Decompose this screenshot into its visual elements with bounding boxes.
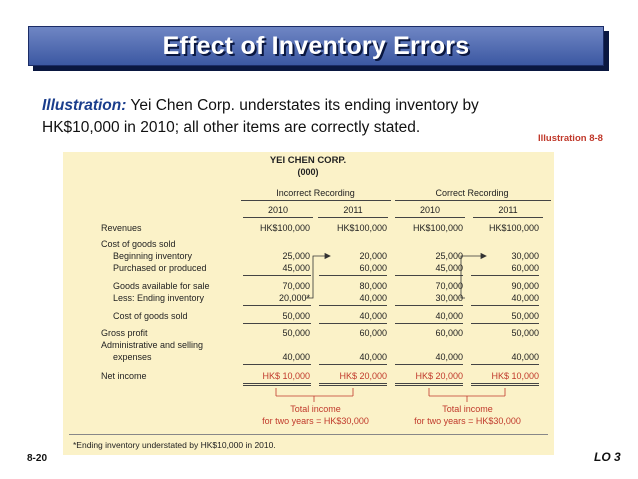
row-label: Less: Ending inventory: [113, 293, 205, 303]
total-bracket-correct: [429, 388, 505, 402]
net-income-cell: HK$ 20,000: [415, 371, 463, 381]
row-label: Beginning inventory: [113, 251, 193, 261]
group-incorrect: Incorrect Recording: [276, 188, 355, 198]
total-bracket-incorrect: [276, 388, 353, 402]
slide-number: 8-20: [27, 453, 48, 464]
cell: HK$100,000: [336, 223, 387, 233]
company-name: YEI CHEN CORP.: [269, 155, 347, 166]
intro-text-2: HK$10,000 in 2010; all other items are correctly stated.: [42, 119, 421, 136]
slide-title: Effect of Inventory Errors: [162, 31, 470, 60]
row-label: Purchased or produced: [113, 263, 207, 273]
cell: 60,000: [359, 263, 387, 273]
learning-objective: LO 3: [594, 450, 621, 464]
cell: 40,000: [359, 311, 387, 321]
cell: 60,000: [359, 328, 387, 338]
income-statement-panel: [63, 152, 554, 455]
net-income-cell: HK$ 10,000: [262, 371, 310, 381]
row-label: Administrative and selling: [101, 340, 204, 350]
group-correct: Correct Recording: [435, 188, 509, 198]
intro-line-1: [42, 93, 479, 119]
cell: HK$100,000: [412, 223, 463, 233]
footnote-divider: [69, 434, 548, 435]
cell: 45,000: [282, 263, 310, 273]
cell: 40,000: [359, 293, 387, 303]
units-label: (000): [297, 167, 319, 177]
title-banner: [28, 26, 604, 66]
row-label: Net income: [101, 371, 147, 381]
footnote: *Ending inventory understated by HK$10,000 in 2010.: [73, 440, 276, 450]
total-correct-line2: for two years = HK$30,000: [414, 416, 521, 426]
cell: 70,000: [282, 281, 310, 291]
intro-text-1: Yei Chen Corp. understates its ending inventory by: [130, 97, 479, 114]
cell: 40,000: [435, 311, 463, 321]
year-1: 2010: [267, 205, 289, 215]
cell: 25,000: [282, 251, 310, 261]
cell: HK$100,000: [259, 223, 310, 233]
cell: 25,000: [435, 251, 463, 261]
cell: 60,000: [435, 328, 463, 338]
cell: 40,000: [359, 352, 387, 362]
cell: 70,000: [435, 281, 463, 291]
row-label: Goods available for sale: [113, 281, 210, 291]
row-label: Cost of goods sold: [101, 239, 176, 249]
total-incorrect-line2: for two years = HK$30,000: [262, 416, 369, 426]
cell: HK$100,000: [488, 223, 539, 233]
cell: 40,000: [282, 352, 310, 362]
illustration-reference: Illustration 8-8: [538, 133, 603, 144]
cell: 50,000: [282, 311, 310, 321]
arrow-correct: [461, 254, 486, 299]
year-2: 2011: [343, 205, 363, 215]
cell: 30,000: [435, 293, 463, 303]
total-correct-line1: Total income: [442, 404, 493, 414]
row-label: Revenues: [101, 223, 142, 233]
year-3: 2010: [419, 205, 441, 215]
cell: 60,000: [511, 263, 539, 273]
cell: 40,000: [511, 352, 539, 362]
cell: 50,000: [511, 311, 539, 321]
cell: 40,000: [435, 352, 463, 362]
cell: 20,000: [359, 251, 387, 261]
cell: 30,000: [511, 251, 539, 261]
arrow-incorrect: [305, 254, 330, 299]
cell: 45,000: [435, 263, 463, 273]
cell: 20,000*: [278, 293, 310, 303]
row-label: Gross profit: [101, 328, 148, 338]
cell: 90,000: [511, 281, 539, 291]
net-income-cell: HK$ 20,000: [339, 371, 387, 381]
year-4: 2011: [498, 205, 518, 215]
illustration-label: Illustration:: [42, 97, 127, 114]
net-income-cell: HK$ 10,000: [491, 371, 539, 381]
cell: 50,000: [511, 328, 539, 338]
cell: 50,000: [282, 328, 310, 338]
row-label: expenses: [113, 352, 152, 362]
row-label: Cost of goods sold: [113, 311, 188, 321]
cell: 40,000: [511, 293, 539, 303]
cell: 80,000: [359, 281, 387, 291]
total-incorrect-line1: Total income: [290, 404, 341, 414]
